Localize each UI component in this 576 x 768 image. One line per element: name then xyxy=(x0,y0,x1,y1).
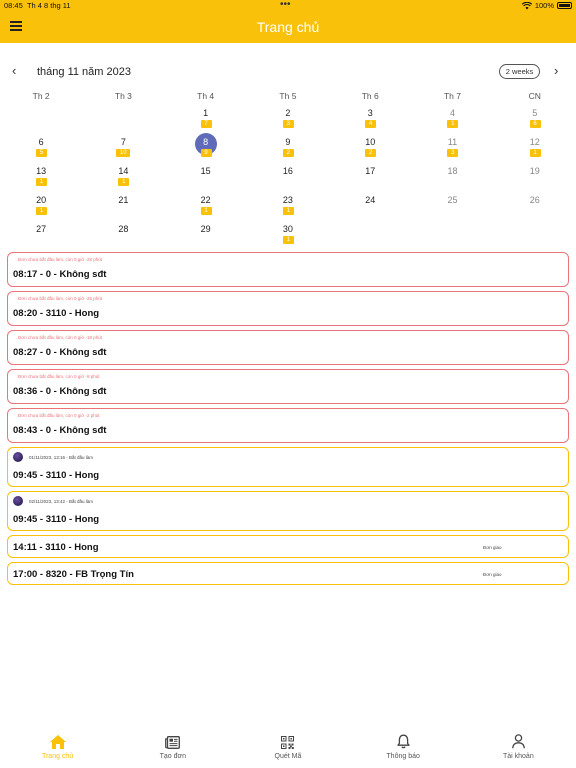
day-number: 19 xyxy=(529,166,540,176)
status-right xyxy=(522,1,572,10)
order-card[interactable] xyxy=(7,291,569,326)
day-number: 1 xyxy=(203,108,209,118)
status-time: 08:45 xyxy=(4,1,23,10)
calendar-day[interactable] xyxy=(494,106,576,135)
order-title: 09:45 - 3110 - Hong xyxy=(13,514,100,525)
order-card[interactable] xyxy=(7,408,569,443)
day-number: 2 xyxy=(285,108,291,118)
calendar-day xyxy=(0,106,82,135)
order-card[interactable] xyxy=(7,252,569,287)
calendar-week-row xyxy=(0,164,576,193)
calendar-weekdays xyxy=(0,91,576,103)
order-meta: 02/11/2023, 13:42 - Bắt đầu làm xyxy=(29,499,93,504)
order-count-badge: 10 xyxy=(116,149,130,157)
order-card[interactable] xyxy=(7,491,569,531)
calendar-week-row xyxy=(0,193,576,222)
nav-item-user[interactable] xyxy=(461,732,576,768)
calendar-day[interactable] xyxy=(494,193,576,222)
order-title: 14:11 - 3110 - Hong xyxy=(13,542,99,553)
calendar-day[interactable] xyxy=(165,135,247,164)
home-icon xyxy=(0,732,115,749)
day-number: 13 xyxy=(36,166,47,176)
order-title: 08:27 - 0 - Không sđt xyxy=(13,347,107,358)
order-count-badge: 2 xyxy=(283,149,294,157)
order-count-badge: 1 xyxy=(530,149,541,157)
user-icon xyxy=(461,732,576,749)
calendar-day[interactable] xyxy=(0,164,82,193)
nav-item-newspaper[interactable] xyxy=(115,732,230,768)
day-number: 14 xyxy=(118,166,129,176)
order-title: 08:20 - 3110 - Hong xyxy=(13,308,100,319)
nav-label: Tài khoản xyxy=(502,753,534,760)
day-number: 24 xyxy=(365,195,376,205)
order-warning: Đơn chưa bắt đầu làm, còn 0 giờ -2 phút xyxy=(18,413,100,418)
weekday-label: Th 5 xyxy=(279,91,297,101)
day-number: 29 xyxy=(200,224,211,234)
day-number: 27 xyxy=(36,224,47,234)
calendar-month-label: tháng 11 năm 2023 xyxy=(37,66,131,78)
calendar-day[interactable] xyxy=(165,164,247,193)
calendar-day[interactable] xyxy=(247,164,329,193)
nav-item-home[interactable] xyxy=(0,732,115,768)
calendar-day[interactable] xyxy=(82,135,164,164)
calendar-day[interactable] xyxy=(247,135,329,164)
day-number: 15 xyxy=(200,166,211,176)
calendar-day xyxy=(411,222,493,251)
order-warning: Đơn chưa bắt đầu làm, còn 0 giờ -9 phút xyxy=(18,374,100,379)
day-number: 20 xyxy=(36,195,47,205)
calendar-day[interactable] xyxy=(165,106,247,135)
calendar-day[interactable] xyxy=(247,222,329,251)
nav-label: Trang chủ xyxy=(41,753,74,760)
order-count-badge: 1 xyxy=(118,178,129,186)
day-number: 3 xyxy=(367,108,373,118)
day-number: 16 xyxy=(282,166,293,176)
calendar-format-button[interactable]: 2 weeks xyxy=(499,64,540,79)
avatar xyxy=(13,452,23,462)
day-number: 10 xyxy=(365,137,376,147)
calendar-day[interactable] xyxy=(411,135,493,164)
calendar-week-row xyxy=(0,106,576,135)
order-card[interactable] xyxy=(7,369,569,404)
order-count-badge: 1 xyxy=(36,207,47,215)
weekday-label: Th 4 xyxy=(197,91,215,101)
calendar-day xyxy=(82,106,164,135)
day-number: 23 xyxy=(282,195,293,205)
order-title: 09:45 - 3110 - Hong xyxy=(13,470,100,481)
calendar-day[interactable] xyxy=(411,193,493,222)
status-date: Th 4 8 thg 11 xyxy=(26,1,71,10)
order-title: 17:00 - 8320 - FB Trọng Tín xyxy=(13,569,134,580)
calendar-day[interactable] xyxy=(411,106,493,135)
bell-icon xyxy=(346,732,461,749)
chevron-right-icon[interactable]: › xyxy=(554,63,559,78)
weekday-label: CN xyxy=(528,91,541,101)
calendar-week-row xyxy=(0,222,576,251)
calendar-day[interactable] xyxy=(247,193,329,222)
day-number: 18 xyxy=(447,166,458,176)
order-status: Đơn giao xyxy=(483,572,502,577)
wifi-icon xyxy=(522,2,532,10)
order-count-badge: 1 xyxy=(283,207,294,215)
order-count-badge: 2 xyxy=(365,149,376,157)
battery-icon xyxy=(557,2,572,9)
calendar-day[interactable] xyxy=(0,135,82,164)
order-count-badge: 4 xyxy=(365,120,376,128)
battery-percent: 100% xyxy=(534,1,554,10)
status-time-date xyxy=(4,1,71,10)
day-number: 8 xyxy=(203,137,209,147)
order-title: 08:36 - 0 - Không sđt xyxy=(13,386,107,397)
order-count-badge: 6 xyxy=(530,120,541,128)
day-number: 28 xyxy=(118,224,129,234)
order-count-badge: 3 xyxy=(283,120,294,128)
calendar-day[interactable] xyxy=(165,222,247,251)
calendar-day[interactable] xyxy=(329,135,411,164)
nav-label: Quét Mã xyxy=(274,753,302,760)
day-number: 11 xyxy=(447,137,458,147)
avatar xyxy=(13,496,23,506)
page-title: Trang chủ xyxy=(256,19,320,35)
weekday-label: Th 7 xyxy=(443,91,461,101)
nav-label: Tạo đơn xyxy=(159,753,186,760)
calendar-day xyxy=(494,222,576,251)
day-number: 9 xyxy=(285,137,291,147)
nav-item-bell[interactable] xyxy=(346,732,461,768)
calendar-day[interactable] xyxy=(0,193,82,222)
status-bar xyxy=(0,0,576,12)
order-warning: Đơn chưa bắt đầu làm, còn 0 giờ -28 phút xyxy=(18,257,102,262)
order-card[interactable] xyxy=(7,447,569,487)
order-count-badge: 1 xyxy=(447,120,458,128)
weekday-label: Th 2 xyxy=(32,91,50,101)
order-count-badge: 3 xyxy=(447,149,458,157)
multitask-dots[interactable]: ••• xyxy=(280,0,291,10)
day-number: 22 xyxy=(200,195,211,205)
calendar-day[interactable] xyxy=(494,135,576,164)
calendar-grid xyxy=(0,106,576,251)
day-number: 30 xyxy=(282,224,293,234)
order-status: Đơn giao xyxy=(483,545,502,550)
calendar-day xyxy=(329,222,411,251)
app-bar xyxy=(0,12,576,43)
order-list xyxy=(7,252,569,589)
order-warning: Đơn chưa bắt đầu làm, còn 0 giờ -25 phút xyxy=(18,296,102,301)
calendar-header xyxy=(0,60,576,84)
calendar-day[interactable] xyxy=(329,193,411,222)
order-card[interactable] xyxy=(7,330,569,365)
order-count-badge: 1 xyxy=(201,207,212,215)
order-meta: 01/11/2023, 13:16 - Bắt đầu làm xyxy=(29,455,93,460)
calendar-week-row xyxy=(0,135,576,164)
order-count-badge: 9 xyxy=(201,149,212,157)
day-number: 4 xyxy=(449,108,455,118)
order-title: 08:17 - 0 - Không sđt xyxy=(13,269,107,280)
qr-code-icon xyxy=(230,732,345,749)
weekday-label: Th 3 xyxy=(114,91,132,101)
calendar-day[interactable] xyxy=(411,164,493,193)
calendar-day[interactable] xyxy=(329,106,411,135)
weekday-label: Th 6 xyxy=(361,91,379,101)
calendar-day[interactable] xyxy=(247,106,329,135)
calendar-day[interactable] xyxy=(0,222,82,251)
newspaper-icon xyxy=(115,732,230,749)
order-count-badge: 5 xyxy=(36,149,47,157)
calendar-day[interactable] xyxy=(494,164,576,193)
calendar-day[interactable] xyxy=(82,164,164,193)
bottom-navigation xyxy=(0,732,576,768)
day-number: 12 xyxy=(529,137,540,147)
day-number: 25 xyxy=(447,195,458,205)
calendar-day[interactable] xyxy=(329,164,411,193)
nav-label: Thông báo xyxy=(386,753,420,760)
order-card[interactable] xyxy=(7,535,569,558)
order-card[interactable] xyxy=(7,562,569,585)
day-number: 5 xyxy=(532,108,538,118)
order-warning: Đơn chưa bắt đầu làm, còn 0 giờ -18 phút xyxy=(18,335,102,340)
nav-item-qr-code[interactable] xyxy=(230,732,345,768)
order-count-badge: 7 xyxy=(201,120,212,128)
calendar-day[interactable] xyxy=(165,193,247,222)
day-number: 17 xyxy=(365,166,376,176)
chevron-left-icon[interactable]: ‹ xyxy=(12,63,17,78)
day-number: 6 xyxy=(38,137,44,147)
order-count-badge: 1 xyxy=(36,178,47,186)
order-title: 08:43 - 0 - Không sđt xyxy=(13,425,107,436)
day-number: 21 xyxy=(118,195,129,205)
day-number: 26 xyxy=(529,195,540,205)
calendar-day[interactable] xyxy=(82,222,164,251)
order-count-badge: 1 xyxy=(283,236,294,244)
day-number: 7 xyxy=(120,137,126,147)
calendar-day[interactable] xyxy=(82,193,164,222)
